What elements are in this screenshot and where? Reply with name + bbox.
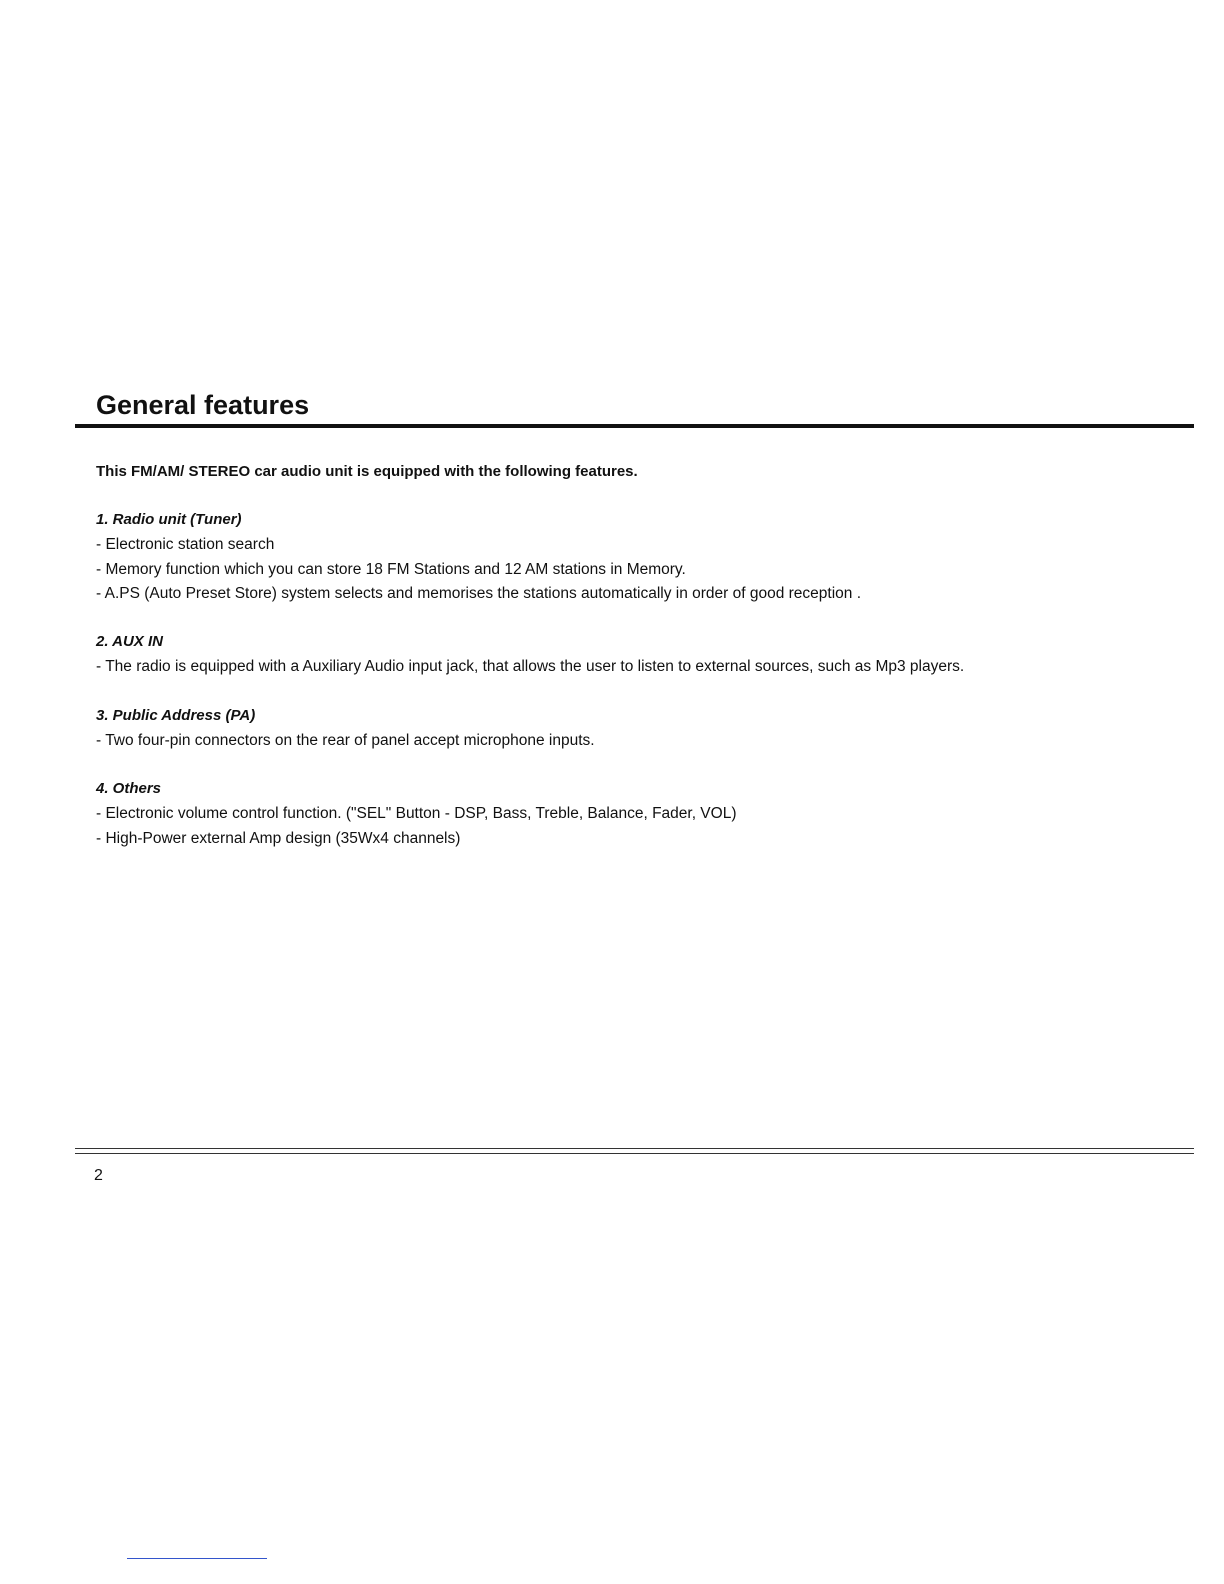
page-title: General features bbox=[96, 390, 310, 420]
feature-line: - The radio is equipped with a Auxiliary Audio input jack, that allows the user to listen to external sources, such as Mp3 players. bbox=[96, 658, 965, 675]
intro-text: This FM/AM/ STEREO car audio unit is equipped with the following features. bbox=[96, 463, 638, 480]
section-aux-in bbox=[96, 631, 1196, 680]
bottom-underline bbox=[127, 1558, 267, 1559]
page-number: 2 bbox=[94, 1167, 103, 1184]
feature-line: - High-Power external Amp design (35Wx4 channels) bbox=[96, 829, 461, 847]
section-heading: 2. AUX IN bbox=[96, 633, 163, 650]
footer-divider bbox=[75, 1153, 1194, 1154]
section-public-address bbox=[96, 705, 1196, 754]
section-heading: 1. Radio unit (Tuner) bbox=[96, 511, 242, 528]
feature-line: - Electronic station search bbox=[96, 536, 275, 553]
section-heading: 3. Public Address (PA) bbox=[96, 707, 256, 724]
feature-line: - Two four-pin connectors on the rear of panel accept microphone inputs. bbox=[96, 732, 595, 749]
feature-line: - Electronic volume control function. ("SEL" Button - DSP, Bass, Treble, Balance, Fader, VOL) bbox=[96, 805, 737, 822]
feature-line: - A.PS (Auto Preset Store) system selects and memorises the stations automatically in order of good reception . bbox=[96, 585, 862, 602]
section-radio-unit bbox=[96, 509, 1196, 607]
feature-line: - Memory function which you can store 18 FM Stations and 12 AM stations in Memory. bbox=[96, 560, 686, 578]
title-divider bbox=[75, 424, 1194, 428]
section-others bbox=[96, 778, 1196, 851]
section-heading: 4. Others bbox=[96, 780, 162, 797]
footer-divider bbox=[75, 1148, 1194, 1149]
